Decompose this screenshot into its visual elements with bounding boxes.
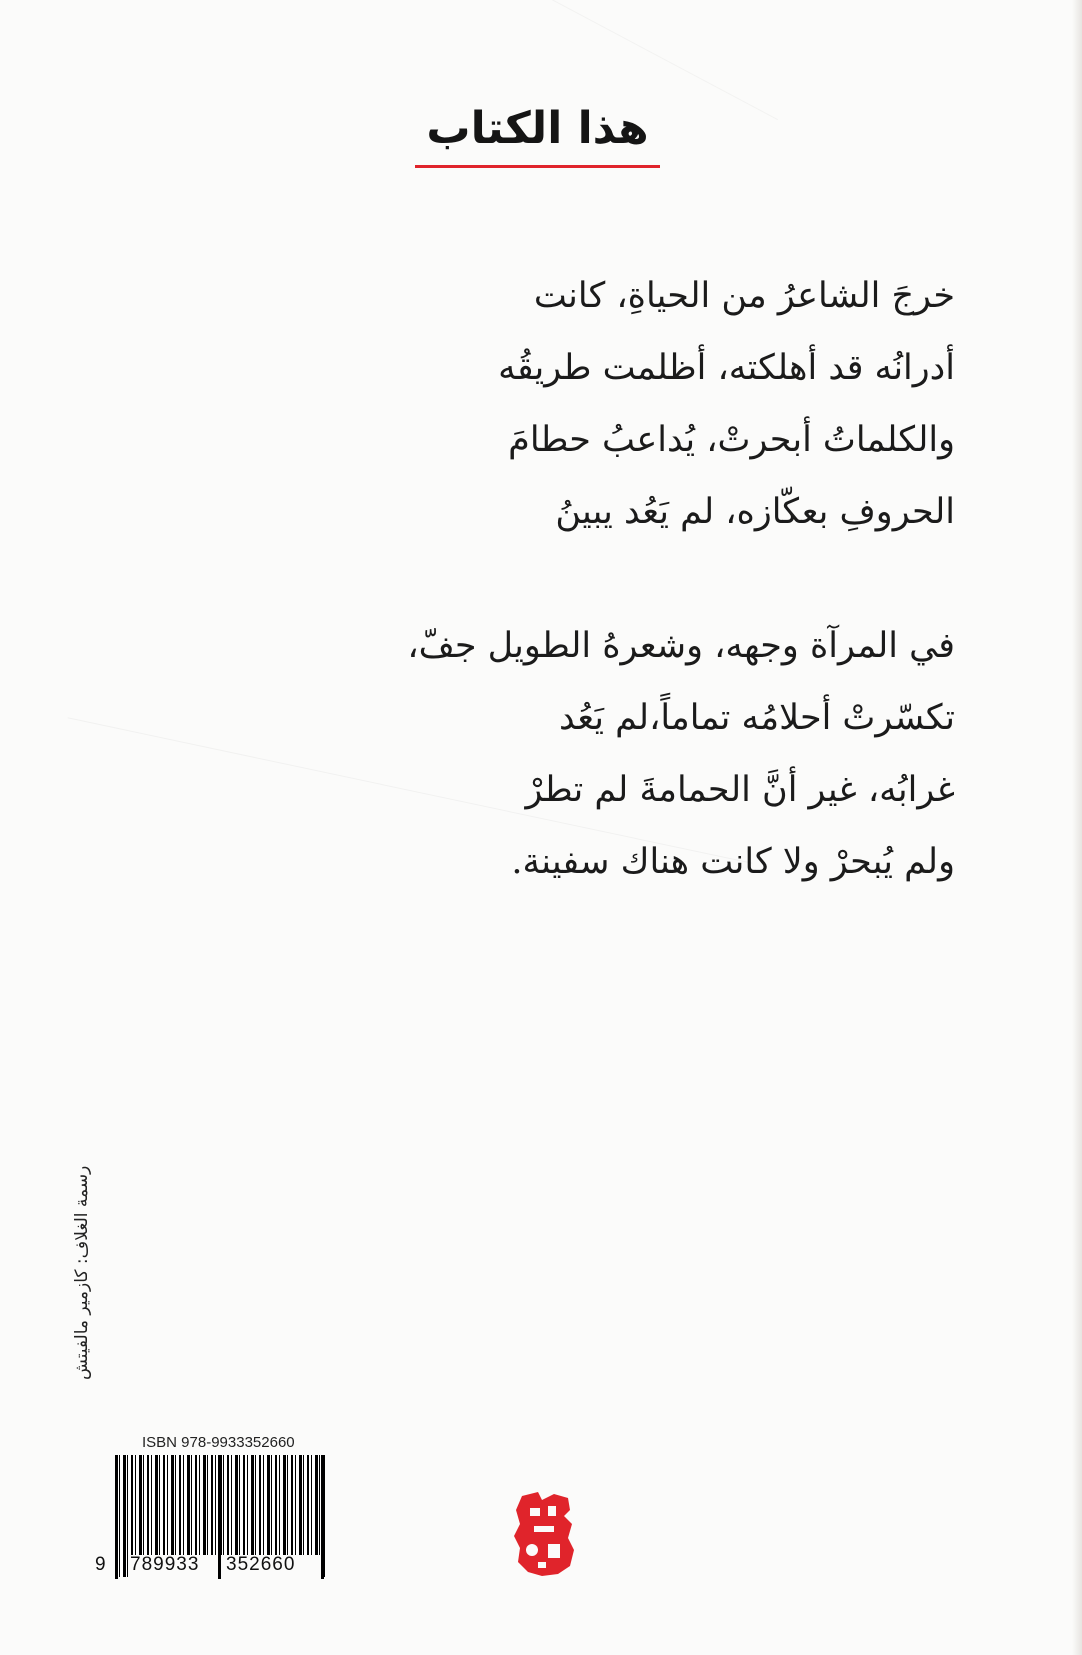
barcode-digits-left: 789933 xyxy=(130,1554,200,1575)
poem-stanza-1 xyxy=(430,260,955,548)
title-underline xyxy=(415,165,660,168)
poem-stanza-2 xyxy=(407,610,955,898)
cover-art-credit: رسمة الغلاف: كازمير مالفيتش xyxy=(72,1165,92,1380)
barcode-guard-bar xyxy=(218,1455,221,1579)
isbn-label: ISBN 978-9933352660 xyxy=(142,1434,295,1451)
poem-line: ولم يُبحرْ ولا كانت هناك سفينة. xyxy=(511,842,955,882)
poem-line: أدرانُه قد أهلكته، أظلمت طريقُه xyxy=(498,348,955,388)
barcode-guard-bar xyxy=(115,1455,118,1579)
poem-line: والكلماتُ أبحرتْ، يُداعبُ حطامَ xyxy=(508,420,955,460)
barcode-digit-lead: 9 xyxy=(95,1554,107,1575)
publisher-logo-icon xyxy=(508,1488,580,1580)
poem-line: تكسّرتْ أحلامُه تماماً،لم يَعُد xyxy=(559,698,955,738)
poem-line: خرجَ الشاعرُ من الحياةِ، كانت xyxy=(533,276,955,316)
barcode-digits-right: 352660 xyxy=(226,1554,296,1575)
paper-edge xyxy=(1072,0,1082,1655)
poem-line: غرابُه، غير أنَّ الحمامةَ لم تطرْ xyxy=(525,770,955,810)
header xyxy=(415,98,660,160)
poem-line: في المرآة وجهه، وشعرهُ الطويل جفّ، xyxy=(407,626,955,666)
barcode-guard-bar xyxy=(321,1455,324,1579)
page-title: هذا الكتاب xyxy=(426,103,649,154)
poem-line: الحروفِ بعكّازه، لم يَعُد يبينُ xyxy=(555,492,955,532)
